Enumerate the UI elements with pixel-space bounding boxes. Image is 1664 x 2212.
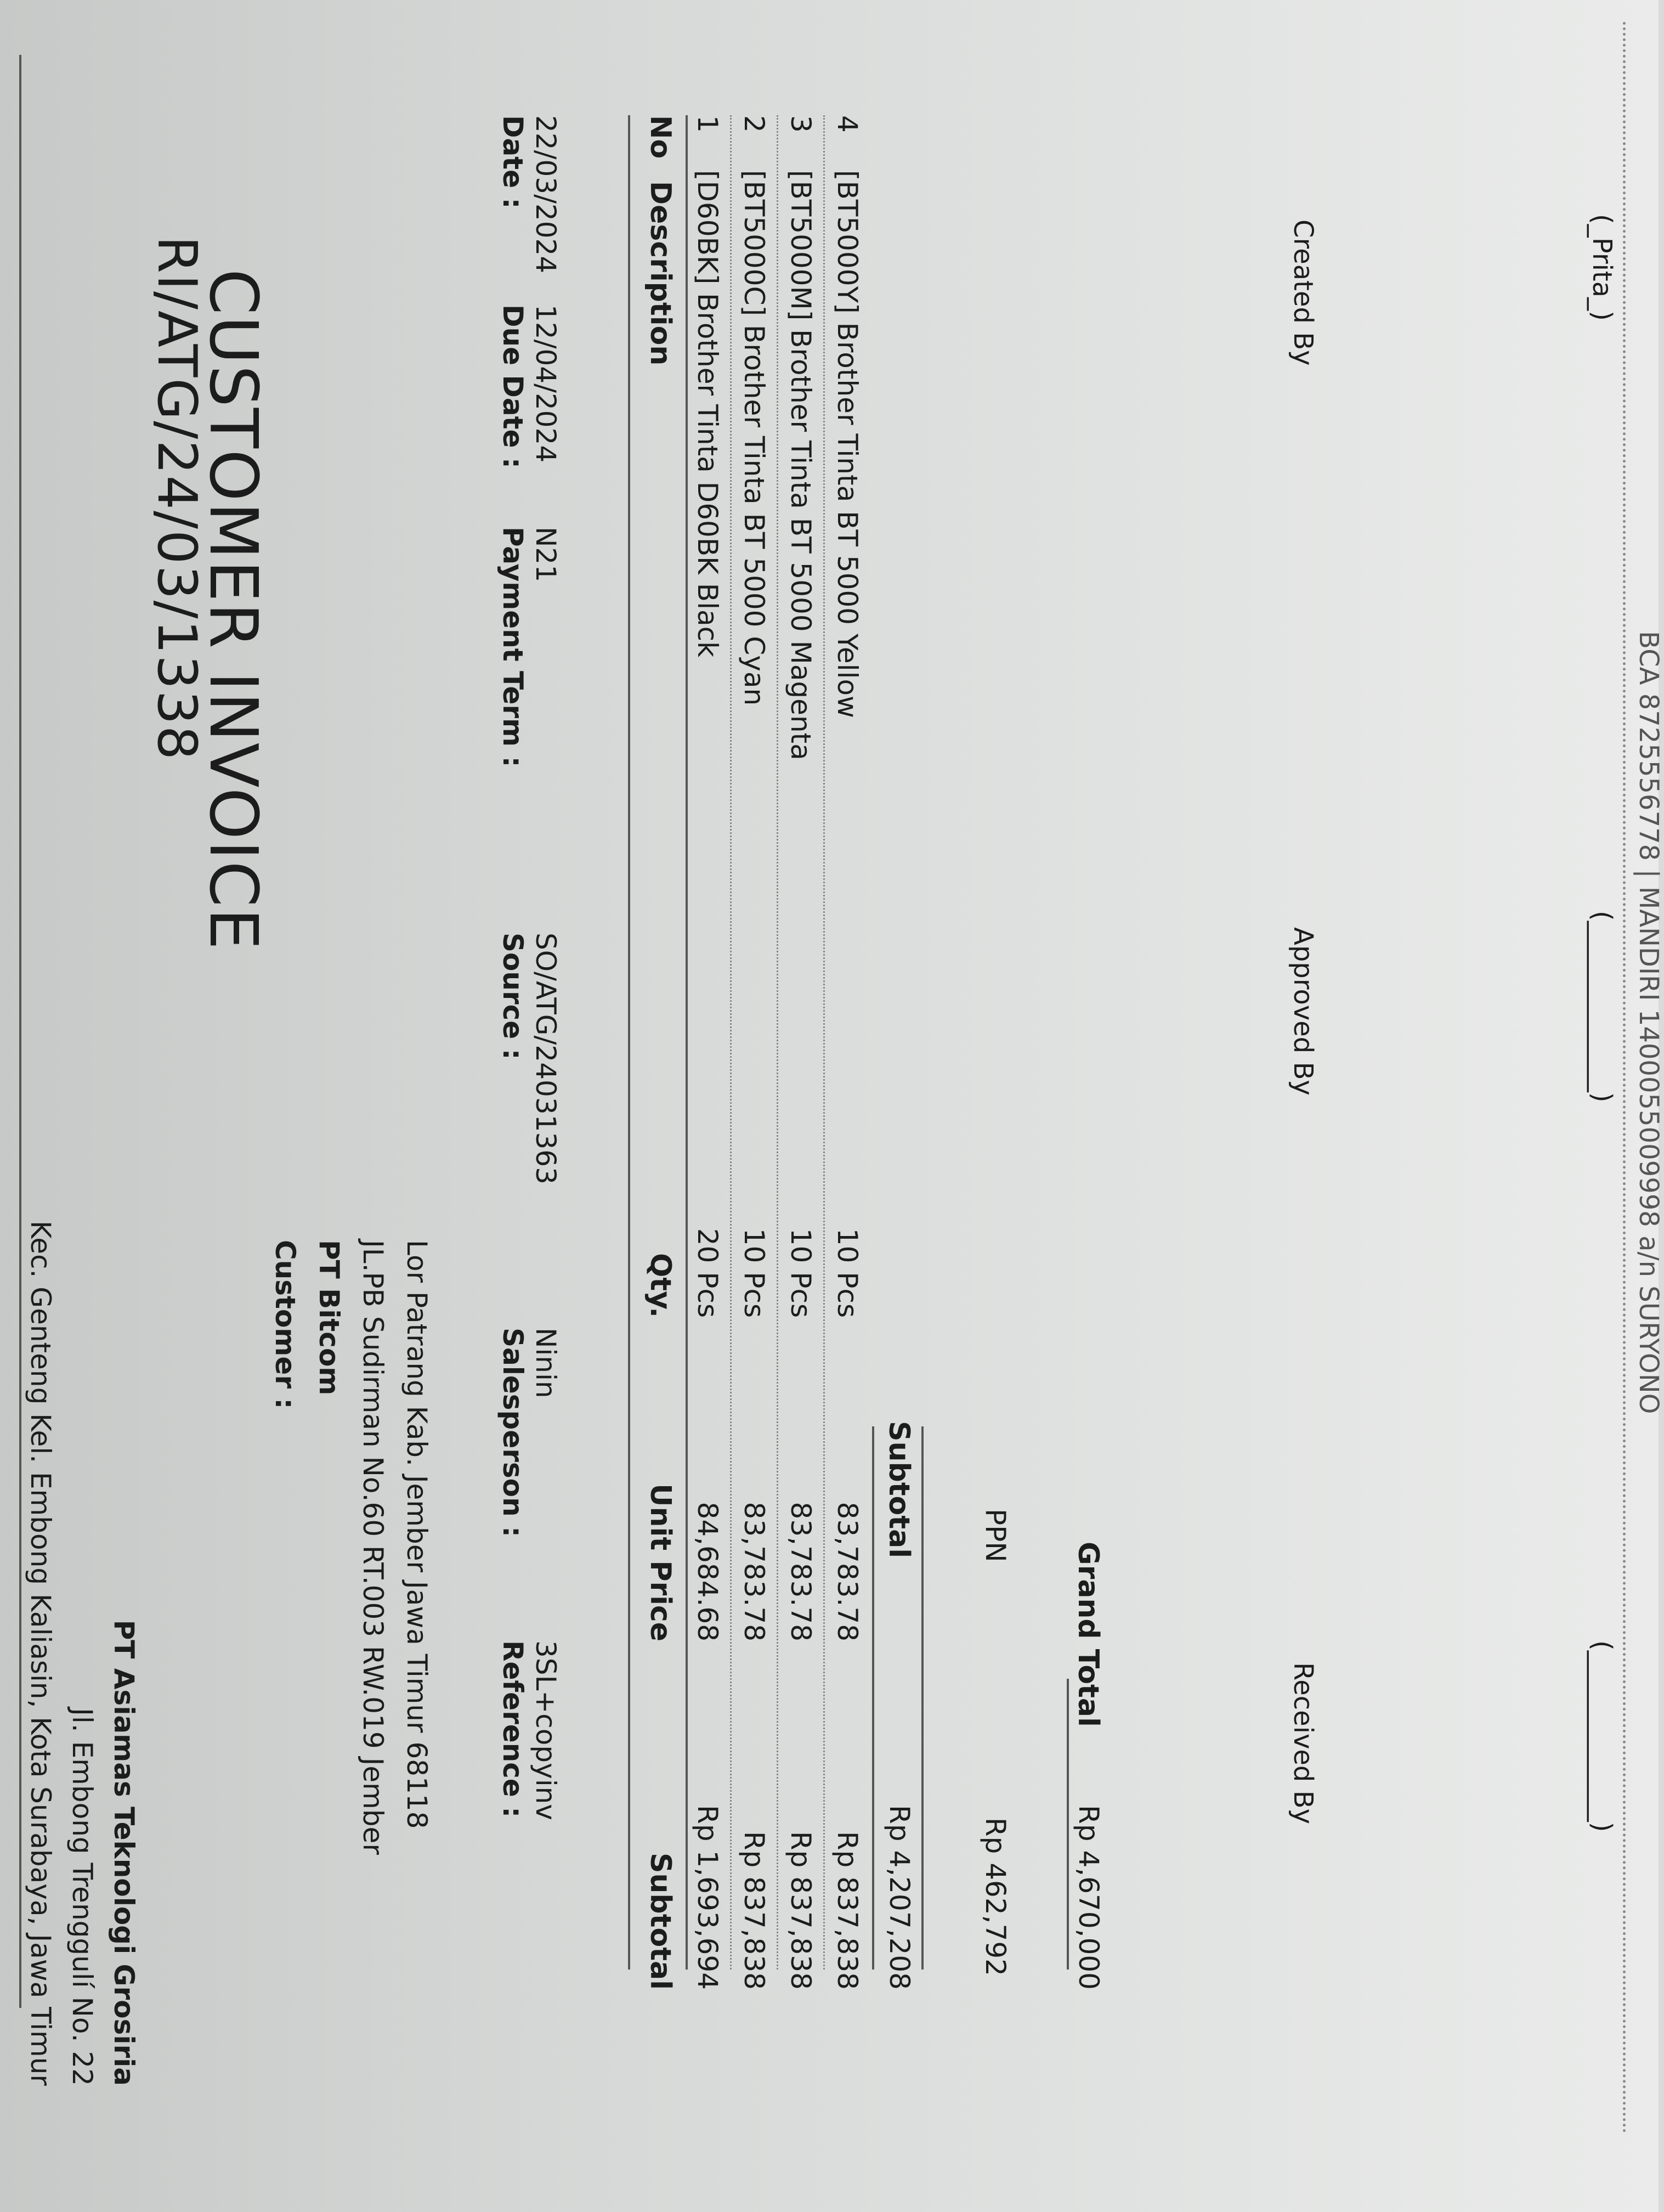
- due-date-label: Due Date :: [497, 304, 529, 469]
- date-value: 22/03/2024: [530, 115, 562, 274]
- row-separator: [823, 115, 825, 1970]
- customer-address-2: Lor Patrang Kab. Jember Jawa Timur 68118: [401, 1240, 433, 1829]
- tax-value: Rp 462,792: [980, 1817, 1011, 1976]
- grand-total-rule: [1067, 1679, 1069, 1970]
- created-by-label: Created By: [1288, 219, 1318, 366]
- subtotal-value: Rp 4,207,208: [884, 1805, 915, 1990]
- source-label: Source :: [497, 933, 529, 1060]
- table-row-4-description: [BT5000Y] Brother Tinta BT 5000 Yellow: [831, 170, 863, 718]
- row-separator: [777, 115, 778, 1970]
- table-row-1-description: [D60BK] Brother Tinta D60BK Black: [692, 170, 723, 658]
- col-header-qty: Qty.: [644, 1253, 677, 1318]
- col-header-unit-price: Unit Price: [644, 1483, 677, 1641]
- created-by-name: (_Prita_): [1587, 214, 1617, 321]
- company-address-1: Jl. Embong Trenggulí No. 22: [66, 1708, 98, 2086]
- table-row-3-qty: 10 Pcs: [785, 1228, 817, 1318]
- reference-label: Reference :: [497, 1640, 529, 1818]
- table-row-4-unit-price: 83,783.78: [831, 1502, 863, 1641]
- table-row-4-subtotal: Rp 837,838: [831, 1831, 863, 1990]
- table-header-rule: [686, 115, 688, 1970]
- document-title: CUSTOMER INVOICE: [195, 269, 271, 951]
- customer-label: Customer :: [269, 1240, 301, 1409]
- table-row-4-qty: 10 Pcs: [831, 1228, 863, 1318]
- table-row-3-unit-price: 83,783.78: [785, 1502, 817, 1641]
- table-row-3-subtotal: Rp 837,838: [785, 1831, 817, 1990]
- grand-total-value: Rp 4,670,000: [1073, 1805, 1105, 1990]
- table-row-3-no: 3: [785, 115, 817, 133]
- received-by-name: (_____________): [1587, 1640, 1617, 1832]
- table-row-1-unit-price: 84,684.68: [692, 1502, 723, 1641]
- table-row-3-description: [BT5000M] Brother Tinta BT 5000 Magenta: [785, 170, 817, 760]
- tax-label: PPN: [980, 1509, 1011, 1562]
- col-header-subtotal: Subtotal: [644, 1852, 677, 1990]
- col-header-description: Description: [644, 181, 677, 366]
- customer-address-1: JL.PB Sudirman No.60 RT.003 RW.019 Jember: [357, 1240, 389, 1855]
- received-by-label: Received By: [1288, 1662, 1318, 1824]
- table-row-2-subtotal: Rp 837,838: [738, 1831, 770, 1990]
- table-row-2-unit-price: 83,783.78: [738, 1502, 770, 1641]
- reference-value: 3SL+copyinv: [530, 1640, 562, 1820]
- table-row-2-no: 2: [738, 115, 770, 133]
- table-row-4-no: 4: [831, 115, 863, 133]
- table-top-rule: [628, 115, 630, 1970]
- bank-account-note: BCA 8725556778 | MANDIRI 1400055009998 a/n SURYONO: [1633, 631, 1664, 1414]
- table-row-2-description: [BT5000C] Brother Tinta BT 5000 Cyan: [738, 170, 770, 706]
- payment-term-label: Payment Term :: [497, 527, 529, 768]
- table-row-2-qty: 10 Pcs: [738, 1228, 770, 1318]
- source-value: SO/ATG/24031363: [530, 933, 562, 1184]
- approved-by-label: Approved By: [1288, 927, 1318, 1096]
- date-label: Date :: [497, 115, 529, 209]
- grand-total-label: Grand Total: [1072, 1542, 1105, 1727]
- invoice-number: RI/ATG/24/03/1338: [145, 236, 208, 761]
- payment-term-value: N21: [530, 527, 562, 583]
- table-row-1-subtotal: Rp 1,693,694: [692, 1805, 723, 1990]
- company-address-2: Kec. Genteng Kel. Embong Kaliasin, Kota Surabaya, Jawa Timur: [25, 1220, 56, 2086]
- table-row-1-no: 1: [692, 115, 723, 133]
- header-divider: [19, 55, 21, 2008]
- page-bottom-rule: [1623, 22, 1626, 2134]
- table-row-1-qty: 20 Pcs: [692, 1228, 723, 1318]
- row-separator: [730, 115, 732, 1970]
- customer-name: PT Bitcom: [313, 1240, 345, 1396]
- salesperson-value: Ninin: [530, 1328, 562, 1398]
- subtotal-bottom-rule: [921, 1426, 924, 1970]
- col-header-no: No: [644, 115, 677, 159]
- subtotal-label: Subtotal: [882, 1421, 915, 1559]
- due-date-value: 12/04/2024: [530, 304, 562, 463]
- approved-by-name: (_____________): [1587, 911, 1617, 1103]
- company-header: [20, 1221, 145, 2086]
- company-name: PT Asiamas Teknologi Grosiria: [108, 1620, 140, 2086]
- salesperson-label: Salesperson :: [497, 1328, 529, 1538]
- subtotal-rule: [872, 1426, 874, 1970]
